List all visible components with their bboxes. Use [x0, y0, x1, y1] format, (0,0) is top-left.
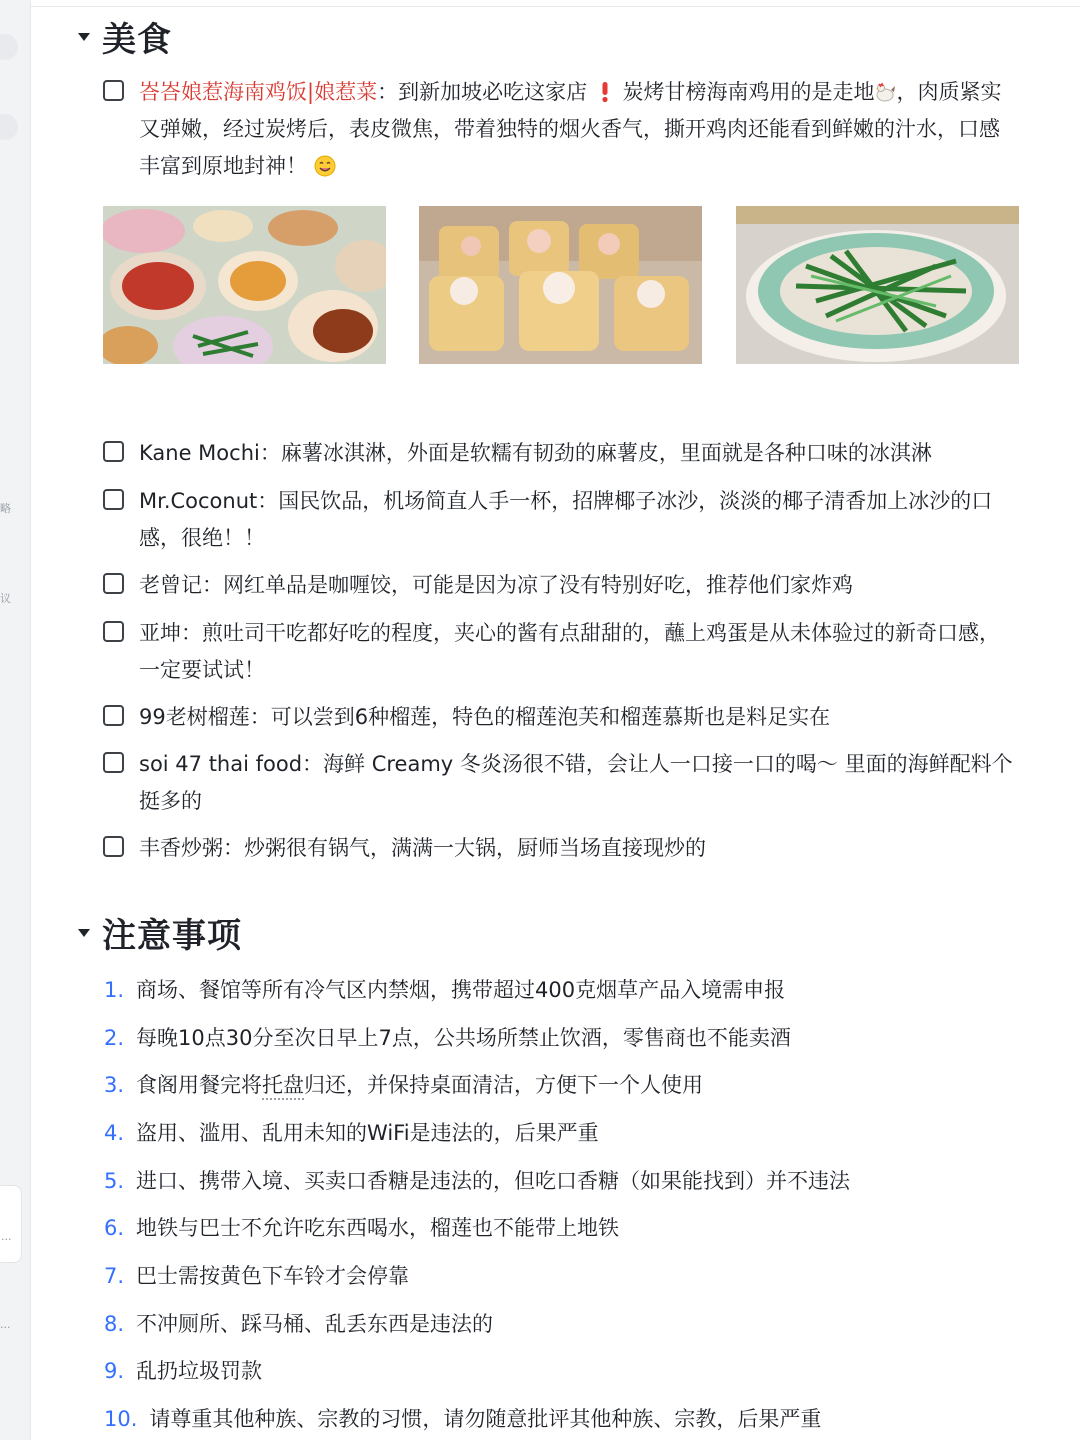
list-text-part: 食阁用餐完将 — [136, 1073, 263, 1097]
heading-text: 美食 — [102, 20, 172, 60]
restaurant-link[interactable]: 峇峇娘惹海南鸡饭|娘惹菜 — [139, 80, 378, 104]
todo-item — [103, 830, 1013, 867]
smiley-icon — [314, 155, 336, 177]
food-photo-spread[interactable] — [103, 206, 386, 364]
section-heading-food[interactable] — [78, 12, 172, 61]
todo-text: ，肉质紧实又弹嫩，经过炭烤后，表皮微焦，带着独特的烟火香气，撕开鸡肉还能看到鲜嫩的汁水，口感丰富到原地封神！ — [139, 80, 1002, 178]
todo-item — [103, 74, 1013, 185]
list-text: 不冲厕所、踩马桶、乱丢东西是违法的 — [136, 1312, 494, 1336]
top-divider — [30, 6, 1080, 7]
list-text-part: 归还，并保持桌面清洁，方便下一个人使用 — [304, 1073, 704, 1097]
list-item — [104, 1166, 850, 1196]
list-item — [104, 1213, 619, 1243]
list-text: 每晚10点30分至次日早上7点，公共场所禁止饮酒，零售商也不能卖酒 — [136, 1026, 791, 1050]
todo-item — [103, 567, 1013, 604]
list-number: 9. — [104, 1359, 125, 1383]
list-text: 商场、餐馆等所有冷气区内禁烟，携带超过400克烟草产品入境需申报 — [136, 978, 786, 1002]
list-item — [104, 1261, 409, 1291]
list-item — [104, 1070, 703, 1100]
list-text: 巴士需按黄色下车铃才会停靠 — [136, 1264, 410, 1288]
todo-text: 老曾记：网红单品是咖喱饺，可能是因为凉了没有特别好吃，推荐他们家炸鸡 — [139, 573, 853, 597]
list-text: 乱扔垃圾罚款 — [136, 1359, 263, 1383]
list-text: 请尊重其他种族、宗教的习惯，请勿随意批评其他种族、宗教，后果严重 — [149, 1407, 822, 1431]
exclamation-icon — [594, 81, 616, 103]
list-text — [136, 1070, 703, 1100]
list-text: 进口、携带入境、买卖口香糖是违法的，但吃口香糖（如果能找到）并不违法 — [136, 1169, 851, 1193]
list-number: 2. — [104, 1026, 125, 1050]
todo-checkbox[interactable] — [103, 621, 124, 642]
todo-text: Mr.Coconut：国民饮品，机场简直人手一杯，招牌椰子冰沙，淡淡的椰子清香加上冰沙的口感，很绝！！ — [139, 489, 993, 550]
list-item — [104, 975, 785, 1005]
list-item — [104, 1023, 791, 1053]
sidebar-icon[interactable] — [0, 114, 18, 140]
todo-checkbox[interactable] — [103, 80, 124, 101]
todo-item — [103, 435, 1013, 472]
collapse-triangle-icon[interactable] — [78, 929, 90, 937]
food-photo-greens[interactable] — [736, 206, 1019, 364]
todo-text: Kane Mochi：麻薯冰淇淋，外面是软糯有韧劲的麻薯皮，里面就是各种口味的冰淇淋 — [139, 441, 932, 465]
todo-item — [103, 483, 1013, 557]
list-number: 1. — [104, 978, 125, 1002]
sidebar-card[interactable] — [0, 1185, 22, 1263]
heading-text: 注意事项 — [102, 916, 242, 956]
todo-text: 99老树榴莲：可以尝到6种榴莲，特色的榴莲泡芙和榴莲慕斯也是料足实在 — [139, 705, 831, 729]
list-text: 盗用、滥用、乱用未知的WiFi是违法的，后果严重 — [136, 1121, 599, 1145]
list-item — [104, 1118, 599, 1148]
left-sidebar — [0, 0, 31, 1440]
collapse-triangle-icon[interactable] — [78, 33, 90, 41]
todo-checkbox[interactable] — [103, 573, 124, 594]
sidebar-text-fragment: 略 — [0, 502, 11, 515]
todo-text: 丰香炒粥：炒粥很有锅气，满满一大锅，厨师当场直接现炒的 — [139, 836, 706, 860]
todo-checkbox[interactable] — [103, 836, 124, 857]
todo-text: ：到新加坡必吃这家店 — [377, 80, 588, 104]
rooster-icon — [874, 81, 896, 103]
todo-item — [103, 746, 1013, 820]
list-number: 8. — [104, 1312, 125, 1336]
list-item — [104, 1356, 262, 1386]
list-number: 10. — [104, 1407, 138, 1431]
todo-text: 亚坤：煎吐司干吃都好吃的程度，夹心的酱有点甜甜的，蘸上鸡蛋是从未体验过的新奇口感，一定要试试！ — [139, 621, 1000, 682]
sidebar-text-fragment: ... — [0, 1318, 11, 1331]
list-number: 6. — [104, 1216, 125, 1240]
list-item — [104, 1309, 493, 1339]
comment-highlight[interactable]: 托盘 — [262, 1073, 305, 1097]
todo-text: soi 47 thai food：海鲜 Creamy 冬炎汤很不错，会让人一口接一口的喝～ 里面的海鲜配料个挺多的 — [139, 752, 1013, 813]
todo-item — [103, 699, 1013, 736]
todo-text: 炭烤甘榜海南鸡用的是走地 — [622, 80, 875, 104]
list-number: 7. — [104, 1264, 125, 1288]
list-item — [104, 1404, 821, 1434]
todo-item — [103, 615, 1013, 689]
todo-checkbox[interactable] — [103, 441, 124, 462]
sidebar-icon[interactable] — [0, 34, 18, 60]
todo-checkbox[interactable] — [103, 752, 124, 773]
list-number: 3. — [104, 1073, 125, 1097]
list-number: 5. — [104, 1169, 125, 1193]
food-photo-pie-tee[interactable] — [419, 206, 702, 364]
section-heading-notes[interactable] — [78, 908, 242, 957]
todo-checkbox[interactable] — [103, 489, 124, 510]
todo-checkbox[interactable] — [103, 705, 124, 726]
list-number: 4. — [104, 1121, 125, 1145]
sidebar-text-fragment: ... — [1, 1230, 12, 1243]
sidebar-text-fragment: 议 — [0, 592, 11, 605]
list-text: 地铁与巴士不允许吃东西喝水，榴莲也不能带上地铁 — [136, 1216, 620, 1240]
